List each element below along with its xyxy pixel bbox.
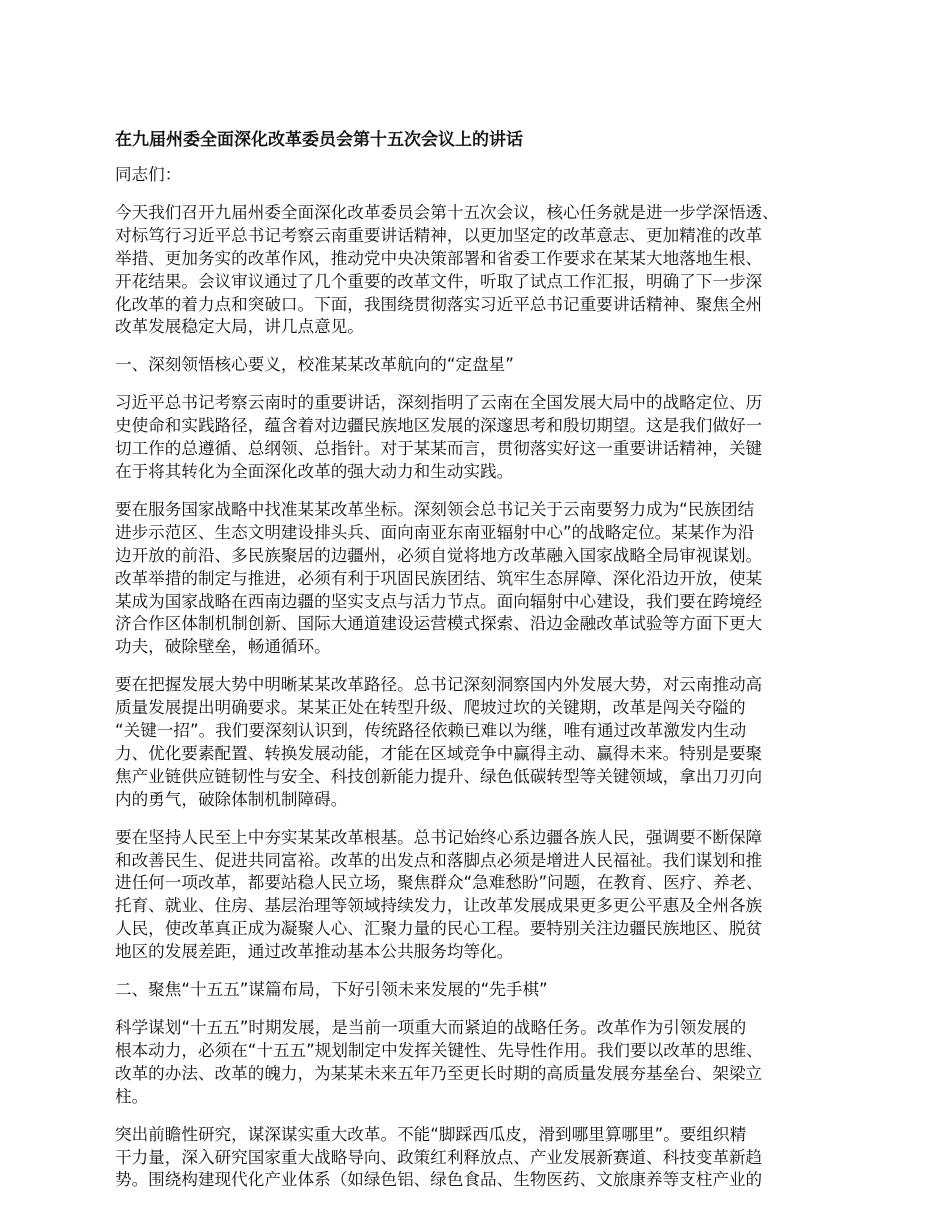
paragraph: [115, 164, 855, 187]
text-line: 要在服务国家战略中找准某某改革坐标。深刻领会总书记关于云南要努力成为“民族团结: [115, 499, 755, 519]
paragraph: [115, 1124, 855, 1193]
text-line: 科学谋划“十五五”时期发展，是当前一项重大而紧迫的战略任务。改革作为引领发展的: [115, 1018, 747, 1037]
text-line: 要在把握发展大势中明晰某某改革路径。总书记深刻洞察国内外发展大势，对云南推动高: [115, 675, 763, 695]
text-line: 边开放的前沿、多民族聚居的边疆州，必须自觉将地方改革融入国家战略全局审视谋划。: [115, 545, 763, 565]
text-line: 史使命和实践路径，蕴含着对边疆民族地区发展的深邃思考和殷切期望。这是我们做好一: [115, 416, 763, 436]
text-line: 势。围绕构建现代化产业体系（如绿色铝、绿色食品、生物医药、文旅康养等支柱产业的: [115, 1170, 763, 1190]
text-line: 习近平总书记考察云南时的重要讲话，深刻指明了云南在全国发展大局中的战略定位、历: [115, 393, 763, 413]
text-line: 一、深刻领悟核心要义，校准某某改革航向的“定盘星”: [115, 355, 514, 375]
text-line: 同志们：: [115, 165, 182, 184]
section-heading: [115, 354, 855, 377]
paragraph: [115, 827, 855, 964]
text-line: 进步示范区、生态文明建设排头兵、面向南亚东南亚辐射中心”的战略定位。某某作为沿: [115, 522, 755, 542]
text-line: 切工作的总遵循、总纲领、总指针。对于某某而言，贯彻落实好这一重要讲话精神，关键: [115, 439, 763, 459]
text-line: 进任何一项改革，都要站稳人民立场，聚焦群众“急难愁盼”问题，在教育、医疗、养老、: [115, 873, 763, 893]
text-line: 托育、就业、住房、基层治理等领域持续发力，让改革发展成果更多更公平惠及全州各族: [115, 896, 763, 916]
paragraph: [115, 202, 855, 339]
text-line: 某成为国家战略在西南边疆的坚实支点与活力节点。面向辐射中心建设，我们要在跨境经: [115, 591, 763, 611]
text-line: 和改善民生、促进共同富裕。改革的出发点和落脚点必须是增进人民福祉。我们谋划和推: [115, 850, 763, 870]
text-line: 柱。: [115, 1086, 149, 1106]
section-heading: [115, 979, 855, 1002]
text-line: “关键一招”。我们要深刻认识到，传统路径依赖已难以为继，唯有通过改革激发内生动: [115, 721, 747, 741]
text-line: 功夫，破除壁垒，畅通循环。: [115, 637, 331, 657]
text-line: 突出前瞻性研究，谋深谋实重大改革。不能“脚踩西瓜皮，滑到哪里算哪里”。要组织精: [115, 1124, 747, 1144]
text-line: 改革发展稳定大局，讲几点意见。: [115, 317, 364, 337]
text-line: 力、优化要素配置、转换发展动能，才能在区域竞争中赢得主动、赢得未来。特别是要聚: [115, 743, 763, 763]
text-line: 开花结果。会议审议通过了几个重要的改革文件，听取了试点工作汇报，明确了下一步深: [115, 271, 763, 291]
text-line: 质量发展提出明确要求。某某正处在转型升级、爬坡过坎的关键期，改革是闯关夺隘的: [115, 698, 746, 718]
paragraph: [115, 674, 855, 811]
text-line: 在于将其转化为全面深化改革的强大动力和生动实践。: [115, 461, 514, 481]
text-line: 根本动力，必须在“十五五”规划制定中发挥关键性、先导性作用。我们要以改革的思维、: [115, 1040, 763, 1060]
paragraph: [115, 392, 855, 484]
text-line: 今天我们召开九届州委全面深化改革委员会第十五次会议，核心任务就是进一步学深悟透、: [115, 202, 779, 222]
text-line: 济合作区体制机制创新、国际大通道建设运营模式探索、沿边金融改革试验等方面下更大: [115, 614, 763, 634]
paragraph: [115, 1017, 855, 1109]
paragraph: [115, 499, 855, 659]
document-body: [115, 164, 855, 1192]
text-line: 改革的办法、改革的魄力，为某某未来五年乃至更长时期的高质量发展夯基垒台、架梁立: [115, 1063, 763, 1083]
text-line: 举措、更加务实的改革作风，推动党中央决策部署和省委工作要求在某某大地落地生根、: [115, 248, 763, 268]
document-title: 在九届州委全面深化改革委员会第十五次会议上的讲话: [115, 130, 523, 150]
text-line: 人民，使改革真正成为凝聚人心、汇聚力量的民心工程。要特别关注边疆民族地区、脱贫: [115, 919, 763, 939]
text-line: 内的勇气，破除体制机制障碍。: [115, 789, 348, 809]
text-line: 二、聚焦“十五五”谋篇布局，下好引领未来发展的“先手棋”: [115, 980, 548, 1000]
text-line: 化改革的着力点和突破口。下面，我围绕贯彻落实习近平总书记重要讲话精神、聚焦全州: [115, 294, 763, 314]
document-page: [115, 128, 855, 1207]
text-line: 干力量，深入研究国家重大战略导向、政策红利释放点、产业发展新赛道、科技变革新趋: [115, 1147, 763, 1167]
text-line: 焦产业链供应链韧性与安全、科技创新能力提升、绿色低碳转型等关键领域，拿出刀刃向: [115, 766, 763, 786]
text-line: 改革举措的制定与推进，必须有利于巩固民族团结、筑牢生态屏障、深化沿边开放，使某: [115, 568, 763, 588]
text-line: 要在坚持人民至上中夯实某某改革根基。总书记始终心系边疆各族人民，强调要不断保障: [115, 827, 763, 847]
text-line: 地区的发展差距，通过改革推动基本公共服务均等化。: [115, 942, 514, 962]
text-line: 对标笃行习近平总书记考察云南重要讲话精神，以更加坚定的改革意志、更加精准的改革: [115, 225, 763, 245]
